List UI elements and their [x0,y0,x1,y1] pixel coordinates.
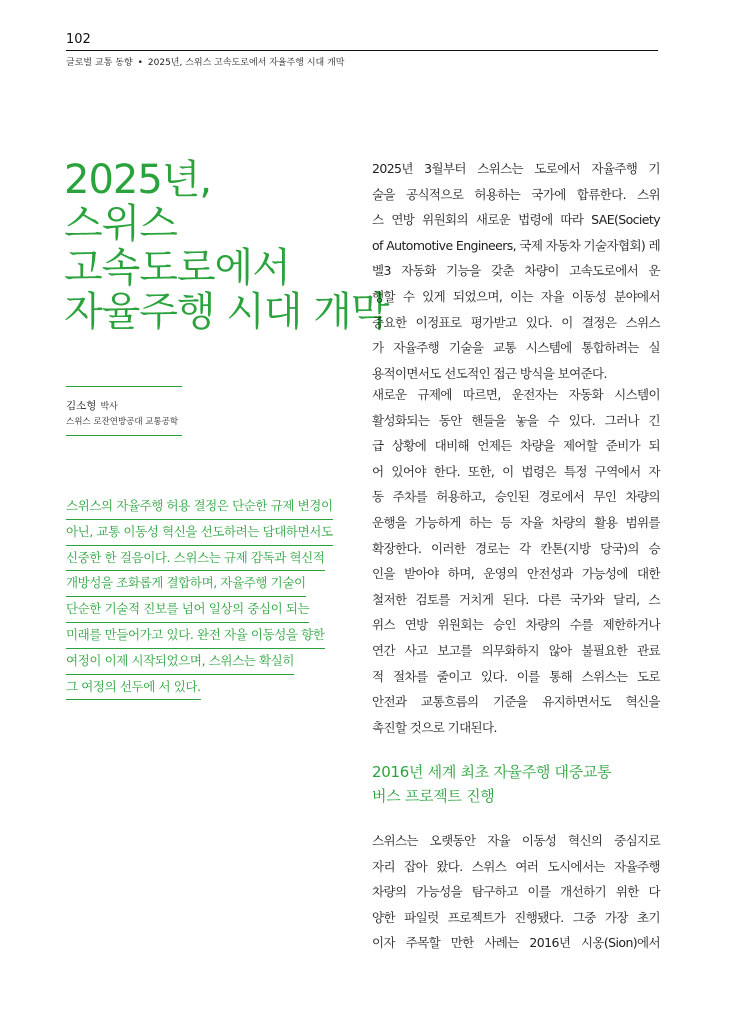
section-heading [372,760,611,808]
body-paragraph-2 [372,382,660,740]
page-number: 102 [66,32,91,47]
pull-quote-line: 개방성을 조화롭게 결합하며, 자율주행 기술이 [66,571,306,597]
body-line: 행할 수 있게 되었으며, 이는 자율 이동성 분야에서 [372,288,660,304]
body-line: 중요한 이정표로 평가받고 있다. 이 결정은 스위스 [372,314,660,330]
pull-quote [66,494,351,700]
author-affiliation: 스위스 로잔연방공대 교통공학 [66,417,179,427]
body-line: 운행을 가능하게 하는 등 자율 차량의 활용 범위를 [372,514,660,530]
pull-quote-line: 아닌, 교통 이동성 혁신을 선도하려는 담대하면서도 [66,520,333,546]
pull-quote-line: 그 여정의 선두에 서 있다. [66,675,201,701]
body-line: 2025년 3월부터 스위스는 도로에서 자율주행 기 [372,161,660,176]
pull-quote-line: 신중한 한 걸음이다. 스위스는 규제 감독과 혁신적 [66,546,325,572]
pull-quote-line: 여정이 이제 시작되었으며, 스위스는 확실히 [66,649,294,675]
running-header-separator: • [137,58,143,68]
body-line: 스 연방 위원회의 새로운 법령에 따라 SAE(Society [372,212,660,228]
author-name-text: 김소형 [66,400,97,412]
body-line: 동 주차를 허용하고, 승인된 경로에서 무인 차량의 [372,489,660,505]
running-header-article: 2025년, 스위스 고속도로에서 자율주행 시대 개막 [147,58,345,68]
body-line: 새로운 규제에 따르면, 운전자는 자동화 시스템이 [372,387,660,402]
header-rule [66,50,658,51]
body-line: 스위스는 오랫동안 자율 이동성 혁신의 중심지로 [372,833,660,848]
body-line: 위스 연방 위원회는 승인 차량의 수를 제한하거나 [372,617,660,633]
section-heading-line: 2016년 세계 최초 자율주행 대중교통 [372,763,612,781]
body-line: 벨3 자동화 기능을 갖춘 차량이 고속도로에서 운 [372,263,660,279]
body-line: 안전과 교통흐름의 기준을 유지하면서도 혁신을 [372,694,660,710]
body-line: 급 상황에 대비해 언제든 차량을 제어할 준비가 되 [372,438,660,454]
title-line: 자율주행 시대 개막 [64,289,389,335]
title-line: 스위스 [64,201,177,247]
running-header-section: 글로벌 교통 동향 [66,58,133,68]
body-line: 활성화되는 동안 핸들을 놓을 수 있다. 그러나 긴 [372,412,660,428]
body-paragraph-1 [372,156,660,386]
body-line: 어 있어야 한다. 또한, 이 법령은 특정 구역에서 자 [372,463,660,479]
body-line: 술을 공식적으로 허용하는 국가에 합류한다. 스위 [372,186,660,202]
body-line: 철저한 검토를 거치게 된다. 다른 국가와 달리, 스 [372,591,660,607]
article-title [64,158,389,334]
title-line: 2025년, [64,157,212,203]
section-heading-line: 버스 프로젝트 진행 [372,787,495,805]
body-line: 이자 주목할 만한 사례는 2016년 시옹(Sion)에서 [372,935,660,951]
body-line: 양한 파일럿 프로젝트가 진행됐다. 그중 가장 초기 [372,909,660,925]
body-line: 확장한다. 이러한 경로는 각 칸톤(지방 당국)의 승 [372,540,660,556]
title-line: 고속도로에서 [64,245,290,291]
pull-quote-line: 단순한 기술적 진보를 넘어 일상의 중심이 되는 [66,597,309,623]
body-line: 촉진할 것으로 기대된다. [372,719,497,735]
body-line: 적 절차를 줄이고 있다. 이를 통해 스위스는 도로 [372,668,660,684]
body-line: 자리 잡아 왔다. 스위스 여러 도시에서는 자율주행 [372,858,660,874]
body-line: 차량의 가능성을 탐구하고 이를 개선하기 위한 다 [372,884,660,900]
body-line: 인을 받아야 하며, 운영의 안전성과 가능성에 대한 [372,566,660,582]
section-body [372,828,660,956]
pull-quote-line: 미래를 만들어가고 있다. 완전 자율 이동성을 향한 [66,623,325,649]
pull-quote-line: 스위스의 자율주행 허용 결정은 단순한 규제 변경이 [66,494,333,520]
author-rule-top [66,386,182,387]
author-name [66,398,118,413]
body-line: of Automotive Engineers, 국제 자동차 기술자협회) 레 [372,237,661,253]
author-rule-bottom [66,435,182,436]
author-degree: 박사 [100,402,118,412]
body-line: 가 자율주행 기술을 교통 시스템에 통합하려는 실 [372,340,660,356]
body-line: 용적이면서도 선도적인 접근 방식을 보여준다. [372,365,607,381]
body-line: 연간 사고 보고를 의무화하지 않아 불필요한 관료 [372,642,660,658]
running-header [66,55,344,68]
